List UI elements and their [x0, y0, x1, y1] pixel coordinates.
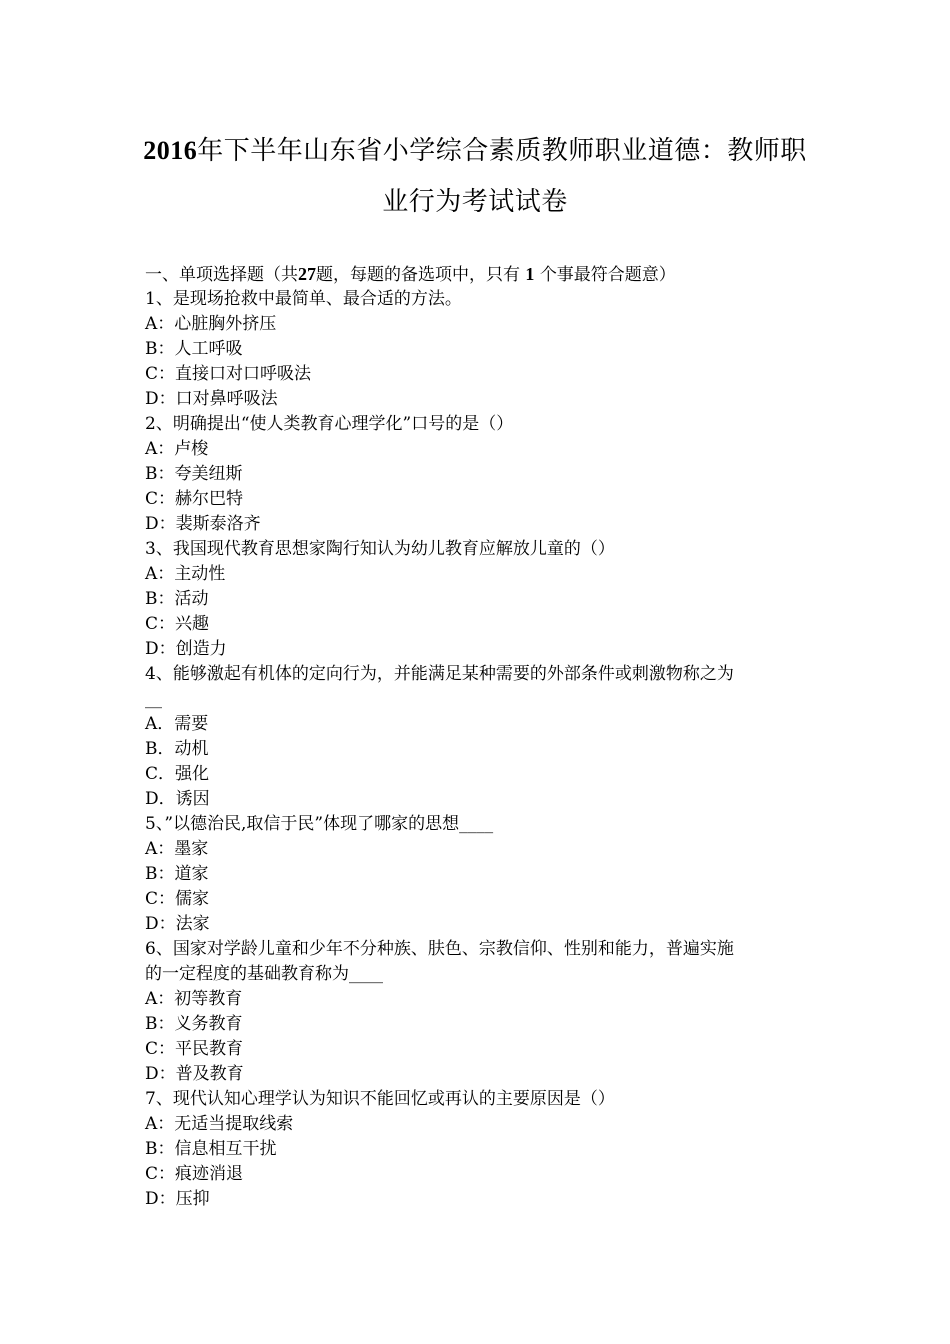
page-title-continued: 业行为考试试卷	[382, 187, 568, 217]
option-b: B：道家	[145, 864, 209, 884]
option-c: C：儒家	[145, 889, 210, 909]
option-a: A：无适当提取线索	[145, 1114, 294, 1134]
option-b: B：活动	[145, 589, 209, 609]
question-text: 5、”以德治民,取信于民”体现了哪家的思想____	[145, 814, 494, 834]
question-text-continued: 的一定程度的基础教育称为____	[145, 964, 383, 984]
option-a: A：主动性	[145, 564, 226, 584]
question-text: 1、是现场抢救中最简单、最合适的方法。	[145, 289, 462, 309]
option-d: D．诱因	[145, 789, 210, 809]
option-c: C：兴趣	[145, 614, 210, 634]
option-a: A：心脏胸外挤压	[145, 314, 277, 334]
question-count: 27	[298, 264, 316, 284]
section-heading: 一、单项选择题（共27题，每题的备选项中，只有 1 个事最符合题意）	[145, 264, 676, 285]
question-text-continued: __	[145, 689, 162, 709]
question-block	[145, 1087, 825, 1212]
option-d: D：普及教育	[145, 1064, 244, 1084]
option-b: B：信息相互干扰	[145, 1139, 277, 1159]
option-d: D：口对鼻呼吸法	[145, 389, 278, 409]
question-block	[145, 812, 825, 937]
answer-count: 1	[525, 264, 535, 284]
option-a: A：初等教育	[145, 989, 243, 1009]
question-text: 7、现代认知心理学认为知识不能回忆或再认的主要原因是（）	[145, 1089, 615, 1109]
option-c: C：赫尔巴特	[145, 489, 244, 509]
option-d: D：压抑	[145, 1189, 210, 1209]
question-block	[145, 287, 825, 412]
option-b: B：人工呼吸	[145, 339, 243, 359]
question-block	[145, 412, 825, 537]
option-d: D：裴斯泰洛齐	[145, 514, 261, 534]
title-line-1-text: 年下半年山东省小学综合素质教师职业道德：教师职	[197, 136, 807, 166]
question-block	[145, 662, 825, 812]
option-c: C：痕迹消退	[145, 1164, 244, 1184]
option-b: B．动机	[145, 739, 209, 759]
page-title	[60, 135, 890, 167]
question-block	[145, 937, 825, 1087]
option-d: D：创造力	[145, 639, 227, 659]
option-b: B：义务教育	[145, 1014, 243, 1034]
question-block	[145, 537, 825, 662]
title-year: 2016	[143, 136, 198, 165]
option-a: A．需要	[145, 714, 209, 734]
question-text: 3、我国现代教育思想家陶行知认为幼儿教育应解放儿童的（）	[145, 539, 615, 559]
question-text: 2、明确提出“使人类教育心理学化”口号的是（）	[145, 414, 514, 434]
option-a: A：卢梭	[145, 439, 209, 459]
option-b: B：夸美纽斯	[145, 464, 243, 484]
option-c: C．强化	[145, 764, 210, 784]
exam-content	[145, 262, 825, 1212]
option-c: C：直接口对口呼吸法	[145, 364, 312, 384]
option-a: A：墨家	[145, 839, 209, 859]
question-text: 4、能够激起有机体的定向行为，并能满足某种需要的外部条件或刺激物称之为	[145, 664, 734, 684]
option-d: D：法家	[145, 914, 210, 934]
question-text: 6、国家对学龄儿童和少年不分种族、肤色、宗教信仰、性别和能力，普遍实施	[145, 939, 734, 959]
option-c: C：平民教育	[145, 1039, 244, 1059]
